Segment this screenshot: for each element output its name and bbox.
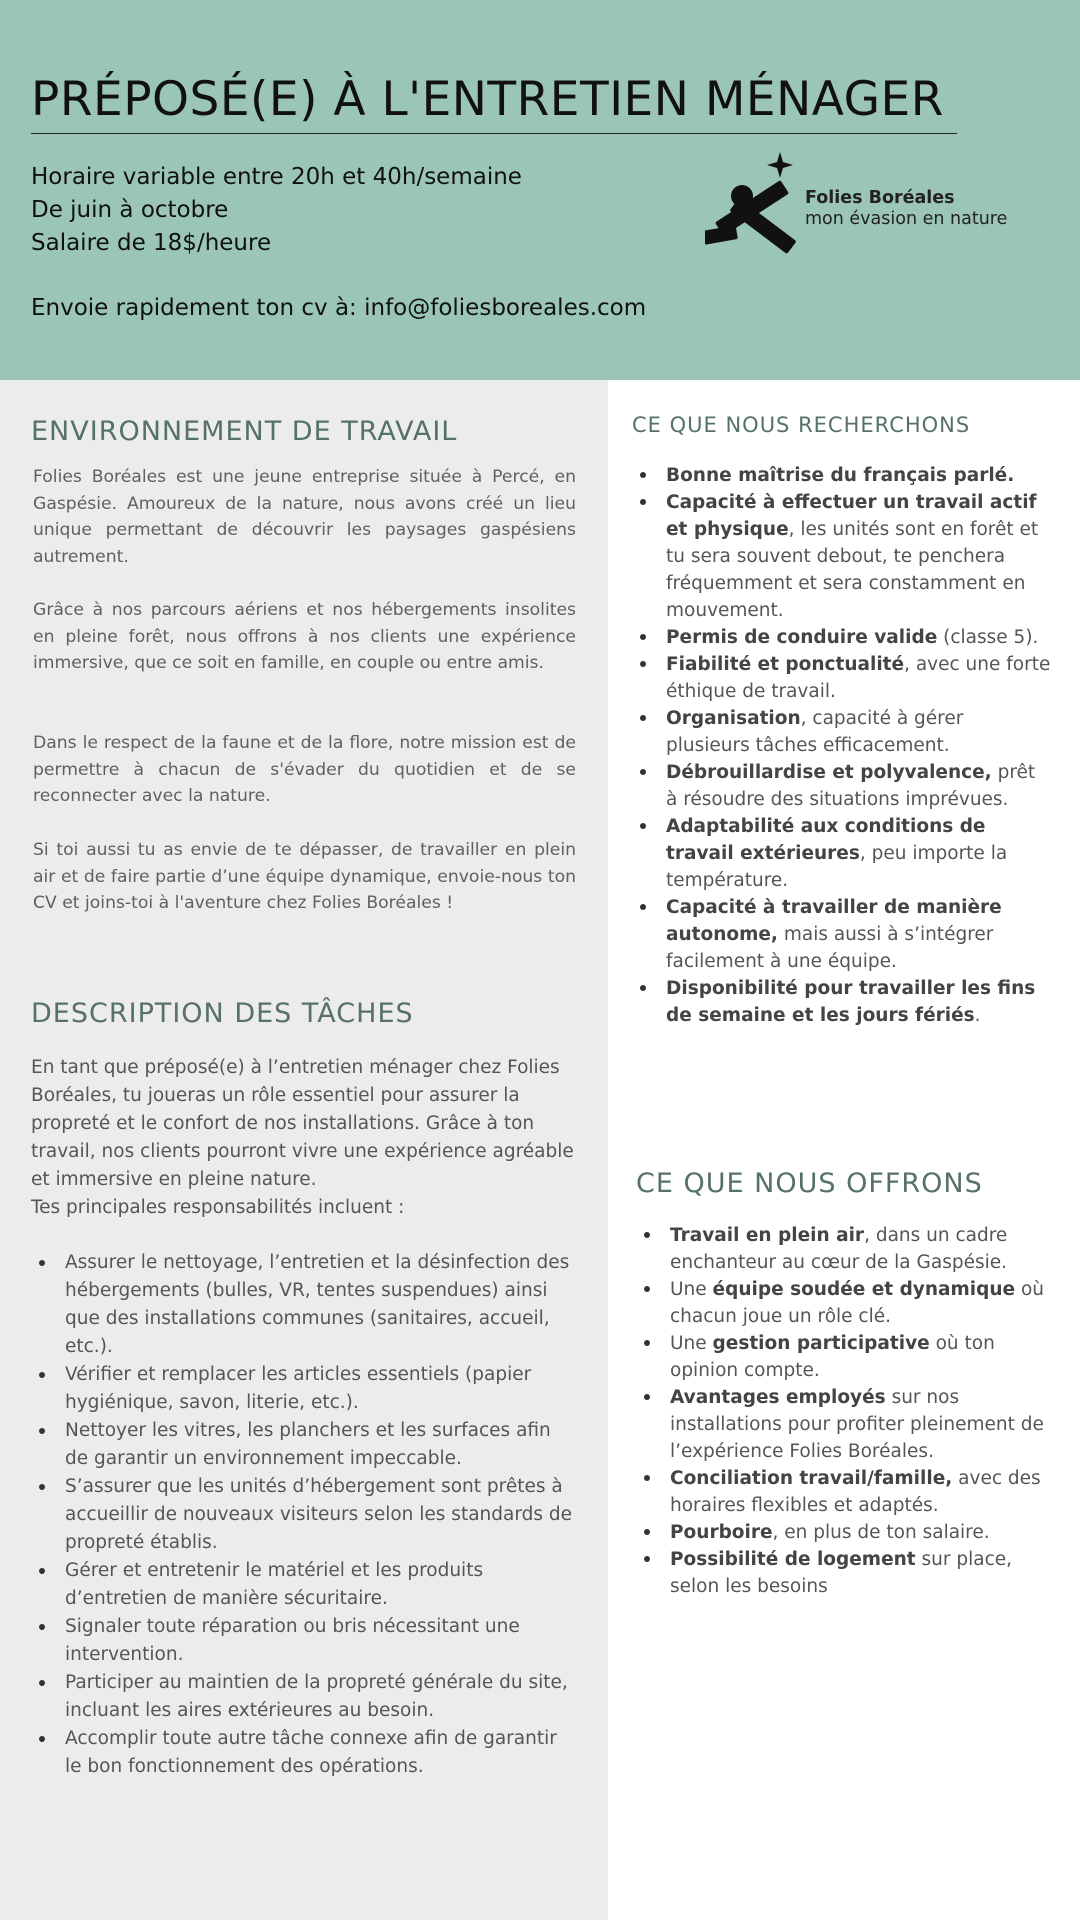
task-item: Vérifier et remplacer les articles essentiels (papier hygiénique, savon, literie, etc.). [31,1361,576,1417]
schedule-text: Horaire variable entre 20h et 40h/semaine [31,164,522,190]
seeking-item: Bonne maîtrise du français parlé. [632,462,1052,489]
company-logo [705,150,1045,265]
header-banner [0,0,1080,380]
offer-item: Possibilité de logement sur place, selon les besoins [636,1546,1056,1600]
seeking-item: Capacité à effectuer un travail actif et physique, les unités sont en forêt et tu sera souvent debout, te penchera fréquemment et sera constamment en mouvement. [632,489,1052,624]
seeking-item: Débrouillardise et polyvalence, prêt à résoudre des situations imprévues. [632,759,1052,813]
tasks-intro: En tant que préposé(e) à l’entretien ménager chez Folies Boréales, tu joueras un rôle essentiel pour assurer la propreté et le confort de nos installations. Grâce à ton travail, nos clients pourront vivre une expérience agréable et immersive en pleine nature. [31,1057,574,1190]
seeking-list [632,462,1052,1029]
seeking-item: Adaptabilité aux conditions de travail extérieures, peu importe la température. [632,813,1052,894]
brand-name: Folies Boréales [805,188,955,208]
title-divider [31,133,957,134]
environment-paragraph: Folies Boréales est une jeune entreprise située à Percé, en Gaspésie. Amoureux de la nature, nous avons créé un lieu unique permettant de découvrir les paysages gaspésiens autrement. [33,467,576,567]
task-item: Signaler toute réparation ou bris nécessitant une intervention. [31,1613,576,1669]
job-info [31,161,522,260]
contact-text: Envoie rapidement ton cv à: info@foliesboreales.com [31,295,647,321]
seeking-item: Fiabilité et ponctualité, avec une forte éthique de travail. [632,651,1052,705]
environment-paragraph: Dans le respect de la faune et de la flore, notre mission est de permettre à chacun de s'évader du quotidien et de se reconnecter avec la nature. [33,733,576,806]
task-item: Nettoyer les vitres, les planchers et les surfaces afin de garantir un environnement impeccable. [31,1417,576,1473]
left-column [0,380,608,1920]
seeking-item: Capacité à travailler de manière autonome, mais aussi à s’intégrer facilement à une équipe. [632,894,1052,975]
tasks-lead: Tes principales responsabilités incluent : [31,1197,405,1218]
offer-item: Une équipe soudée et dynamique où chacun joue un rôle clé. [636,1276,1056,1330]
task-item: Participer au maintien de la propreté générale du site, incluant les aires extérieures au besoin. [31,1669,576,1725]
seeking-item: Permis de conduire valide (classe 5). [632,624,1052,651]
tasks-list [31,1249,576,1781]
offer-item: Pourboire, en plus de ton salaire. [636,1519,1056,1546]
offer-item: Conciliation travail/famille, avec des horaires flexibles et adaptés. [636,1465,1056,1519]
skier-star-logo-icon [705,150,805,265]
seeking-heading: CE QUE NOUS RECHERCHONS [632,413,971,437]
offers-list [636,1222,1056,1600]
right-column [608,380,1080,1920]
offer-item: Avantages employés sur nos installations pour profiter pleinement de l’expérience Folies Boréales. [636,1384,1056,1465]
offer-item: Travail en plein air, dans un cadre enchanteur au cœur de la Gaspésie. [636,1222,1056,1276]
environment-paragraph: Si toi aussi tu as envie de te dépasser, de travailler en plein air et de faire partie d’une équipe dynamique, envoie-nous ton CV et joins-toi à l'aventure chez Folies Boréales ! [33,840,576,913]
salary-text: Salaire de 18$/heure [31,230,272,256]
task-item: Assurer le nettoyage, l’entretien et la désinfection des hébergements (bulles, VR, tentes suspendues) ainsi que des installations communes (sanitaires, accueil, etc.). [31,1249,576,1361]
task-item: S’assurer que les unités d’hébergement sont prêtes à accueillir de nouveaux visiteurs selon les standards de propreté établis. [31,1473,576,1557]
offers-heading: CE QUE NOUS OFFRONS [636,1168,983,1199]
seeking-item: Disponibilité pour travailler les fins de semaine et les jours fériés. [632,975,1052,1029]
tasks-heading: DESCRIPTION DES TÂCHES [31,998,414,1029]
environment-heading: ENVIRONNEMENT DE TRAVAIL [31,416,458,447]
task-item: Gérer et entretenir le matériel et les produits d’entretien de manière sécuritaire. [31,1557,576,1613]
job-title: PRÉPOSÉ(E) À L'ENTRETIEN MÉNAGER [31,72,944,127]
offer-item: Une gestion participative où ton opinion compte. [636,1330,1056,1384]
brand-tagline: mon évasion en nature [805,209,1008,229]
environment-paragraph: Grâce à nos parcours aériens et nos hébergements insolites en pleine forêt, nous offrons à nos clients une expérience immersive, que ce soit en famille, en couple ou entre amis. [33,600,576,673]
brand-text [805,188,1007,230]
period-text: De juin à octobre [31,197,229,223]
seeking-item: Organisation, capacité à gérer plusieurs tâches efficacement. [632,705,1052,759]
task-item: Accomplir toute autre tâche connexe afin de garantir le bon fonctionnement des opérations. [31,1725,576,1781]
